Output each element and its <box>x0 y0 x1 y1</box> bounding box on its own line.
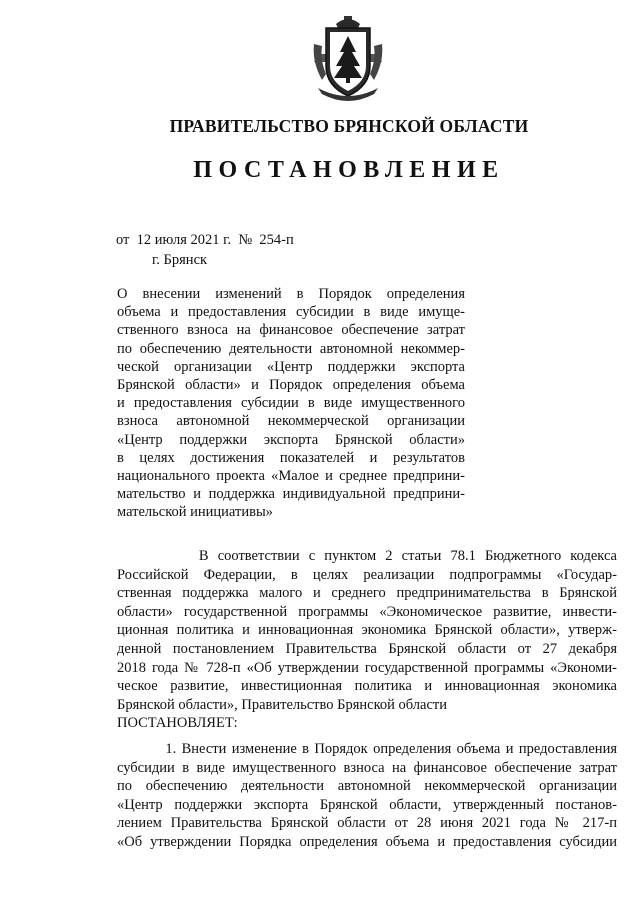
bryansk-coat-of-arms-icon <box>308 14 388 102</box>
subject-line: взноса автономной некоммерческой организации <box>117 413 465 430</box>
preamble-paragraph <box>117 547 617 733</box>
resolves-heading: ПОСТАНОВЛЯЕТ: <box>117 715 238 732</box>
item-line: «Об утверждении Порядка определения объема и предоставления субсидии <box>117 833 617 850</box>
subject-line: «Центр поддержки экспорта Брянской области» <box>117 431 465 448</box>
subject-line: О внесении изменений в Порядок определения <box>117 286 465 302</box>
preamble-line: денной постановлением Правительства Брянской области от 27 декабря <box>117 640 617 657</box>
subject-line: и предоставления субсидии в виде имущественного <box>117 395 465 412</box>
preamble-line: Брянской области», Правительство Брянской области <box>117 696 447 713</box>
city-name: г. Брянск <box>152 252 208 268</box>
subject-line: в целях достижения показателей и результатов <box>117 449 465 466</box>
preamble-line: Российской Федерации, в целях реализации подпрограммы «Государ- <box>117 566 617 583</box>
document-type-title: ПОСТАНОВЛЕНИЕ <box>193 157 505 183</box>
subject-line: по обеспечению деятельности автономной некоммер- <box>117 340 465 357</box>
preamble-line: ционная политика и инновационная экономика Брянской области», утверж- <box>117 622 617 639</box>
subject-line: Брянской области» и Порядок определения объема <box>117 376 465 393</box>
subject-line: ственного взноса на финансовое обеспечение затрат <box>117 322 465 339</box>
subject-line: объема и предоставления субсидии в виде имуще- <box>117 304 465 321</box>
preamble-line: В соответствии с пунктом 2 статьи 78.1 Бюджетного кодекса <box>117 548 617 564</box>
item-line: «Центр поддержки экспорта Брянской области, утвержденный постанов- <box>117 796 617 813</box>
preamble-line: ческое развитие, инвестиционная политика и инновационная экономика <box>117 678 617 695</box>
government-name: ПРАВИТЕЛЬСТВО БРЯНСКОЙ ОБЛАСТИ <box>169 116 529 136</box>
item-line: 1. Внести изменение в Порядок определения объема и предоставления <box>117 741 617 757</box>
preamble-line: 2018 года № 728-п «Об утверждении государственной программы «Экономи- <box>117 659 617 676</box>
subject-line: национального проекта «Малое и среднее предприни- <box>117 467 465 484</box>
document-subject <box>117 285 465 521</box>
item-1-paragraph <box>117 740 617 852</box>
subject-line: мательство и поддержка индивидуальной предприни- <box>117 486 465 503</box>
subject-line: мательской инициативы» <box>117 504 273 521</box>
date-and-number: от 12 июля 2021 г. № 254-п <box>116 232 294 248</box>
subject-line: ческой организации «Центр поддержки экспорта <box>117 358 465 375</box>
item-line: субсидии в виде имущественного взноса на финансовое обеспечение затрат <box>117 759 617 776</box>
item-line: лением Правительства Брянской области от 28 июня 2021 года № 217-п <box>117 815 617 832</box>
item-line: по обеспечению деятельности автономной некоммерческой организации <box>117 778 617 795</box>
preamble-line: области» государственной программы «Экономическое развитие, инвести- <box>117 603 617 620</box>
preamble-line: ственная поддержка малого и среднего предпринимательства в Брянской <box>117 585 617 602</box>
